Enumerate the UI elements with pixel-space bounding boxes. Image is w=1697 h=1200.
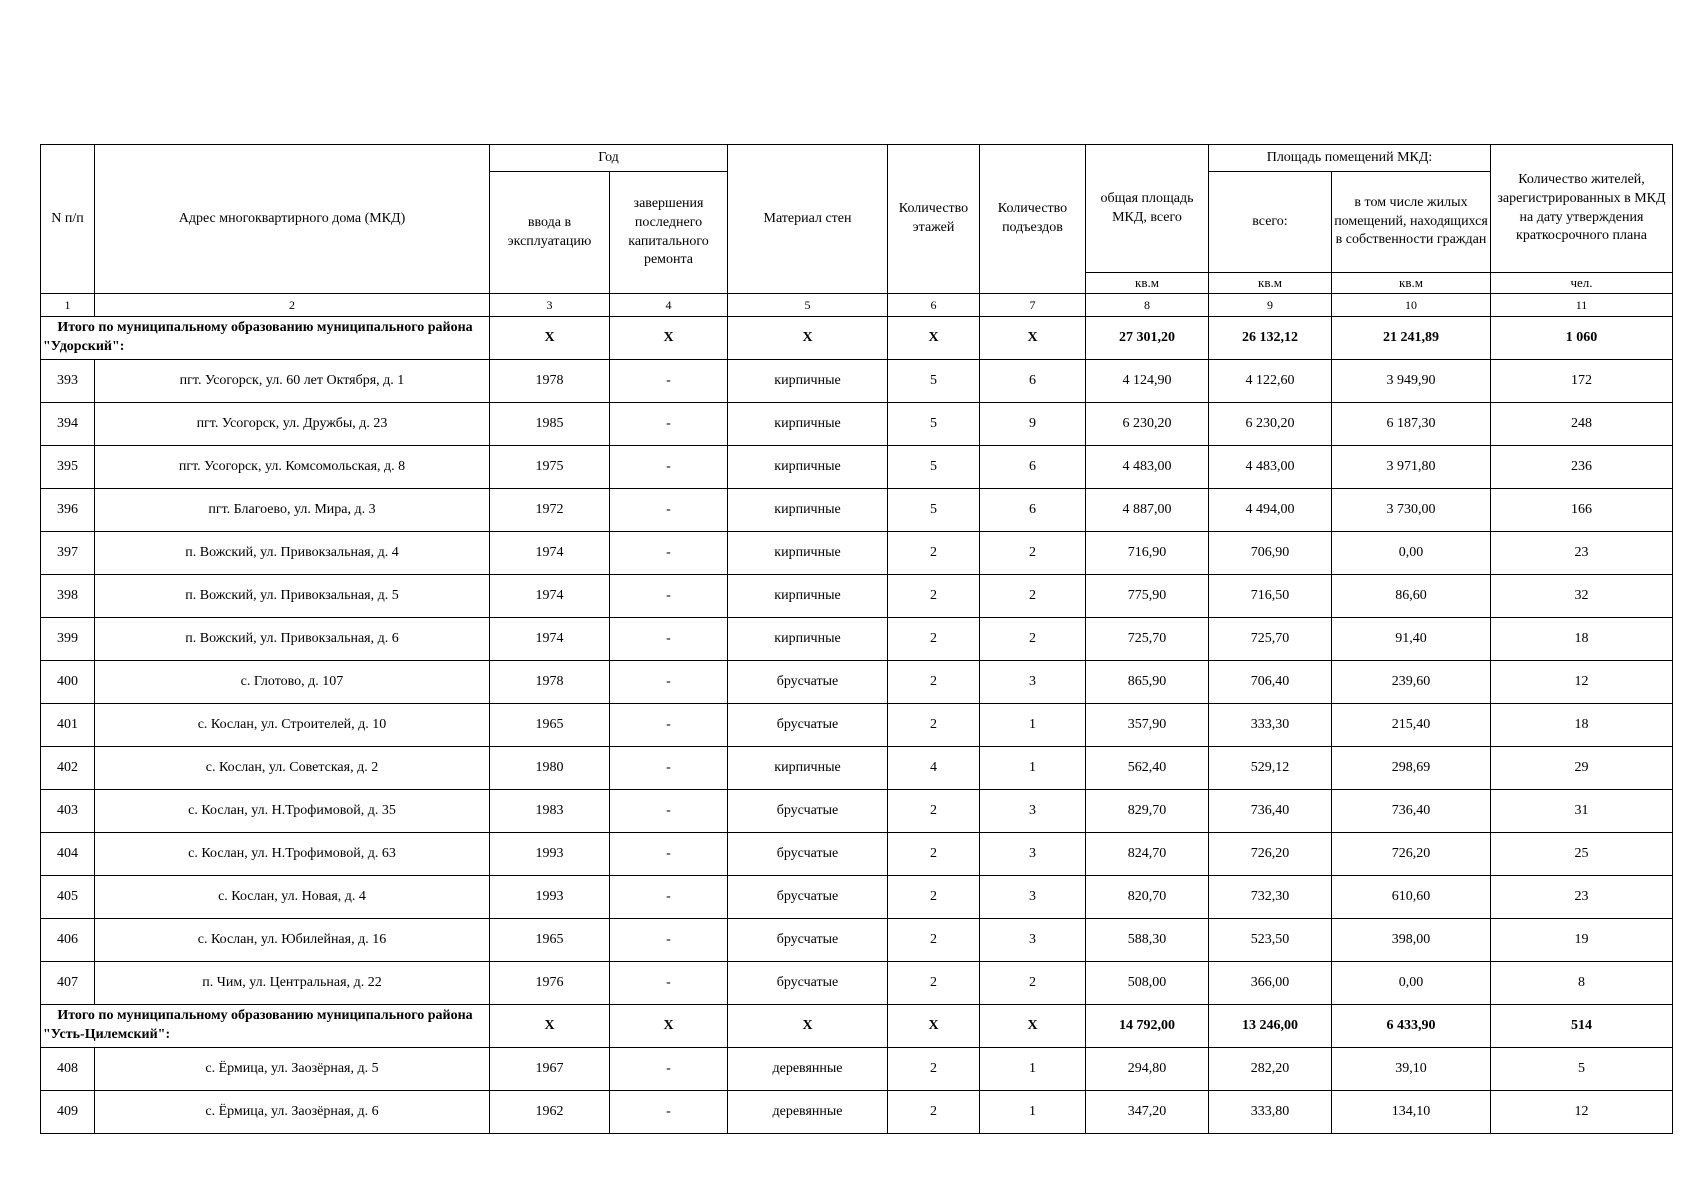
premises-total-cell: 6 230,20 xyxy=(1209,403,1332,446)
residents-cell: 23 xyxy=(1491,532,1673,575)
total-row xyxy=(41,317,1673,360)
year-repair-cell: - xyxy=(610,1048,728,1091)
year-commissioning-cell: 1967 xyxy=(490,1048,610,1091)
year-commissioning-cell: 1993 xyxy=(490,876,610,919)
residents-cell: 31 xyxy=(1491,790,1673,833)
wall-material-cell: брусчатые xyxy=(728,704,888,747)
wall-material-cell: деревянные xyxy=(728,1048,888,1091)
year-commissioning-cell: 1974 xyxy=(490,575,610,618)
premises-total-cell: 732,30 xyxy=(1209,876,1332,919)
year-commissioning-cell: 1972 xyxy=(490,489,610,532)
total-area-cell: 4 483,00 xyxy=(1086,446,1209,489)
premises-total-cell: 333,80 xyxy=(1209,1091,1332,1134)
row-number: 396 xyxy=(41,489,95,532)
floors-cell: 2 xyxy=(888,833,980,876)
column-number: 1 xyxy=(41,294,95,317)
year-repair-cell: - xyxy=(610,575,728,618)
year-repair-cell: - xyxy=(610,747,728,790)
residential-area-cell: 298,69 xyxy=(1332,747,1491,790)
header-premises-total: всего: xyxy=(1209,172,1332,273)
total-area-cell: 725,70 xyxy=(1086,618,1209,661)
residents-cell: 29 xyxy=(1491,747,1673,790)
premises-total-cell: 706,90 xyxy=(1209,532,1332,575)
entrances-cell: 2 xyxy=(980,575,1086,618)
row-number: 399 xyxy=(41,618,95,661)
wall-material-cell: X xyxy=(728,317,888,360)
row-number: 405 xyxy=(41,876,95,919)
year-repair-cell: X xyxy=(610,1005,728,1048)
header-address: Адрес многоквартирного дома (МКД) xyxy=(95,145,490,294)
row-number: 397 xyxy=(41,532,95,575)
floors-cell: 2 xyxy=(888,1091,980,1134)
total-label: Итого по муниципальному образованию муниципального района "Усть-Цилемский": xyxy=(41,1005,490,1048)
table-row xyxy=(41,618,1673,661)
year-commissioning-cell: X xyxy=(490,317,610,360)
wall-material-cell: деревянные xyxy=(728,1091,888,1134)
wall-material-cell: кирпичные xyxy=(728,360,888,403)
total-area-cell: 6 230,20 xyxy=(1086,403,1209,446)
row-number: 395 xyxy=(41,446,95,489)
entrances-cell: 3 xyxy=(980,876,1086,919)
floors-cell: 2 xyxy=(888,790,980,833)
header-year-last-repair: завершения последнего капитального ремонта xyxy=(610,172,728,294)
year-commissioning-cell: 1983 xyxy=(490,790,610,833)
entrances-cell: 2 xyxy=(980,962,1086,1005)
premises-total-cell: 716,50 xyxy=(1209,575,1332,618)
row-number: 402 xyxy=(41,747,95,790)
year-repair-cell: - xyxy=(610,618,728,661)
total-area-cell: 588,30 xyxy=(1086,919,1209,962)
column-number: 2 xyxy=(95,294,490,317)
entrances-cell: 3 xyxy=(980,661,1086,704)
table-row xyxy=(41,919,1673,962)
year-repair-cell: - xyxy=(610,919,728,962)
wall-material-cell: брусчатые xyxy=(728,962,888,1005)
year-repair-cell: - xyxy=(610,790,728,833)
row-number: 407 xyxy=(41,962,95,1005)
table-row xyxy=(41,876,1673,919)
table-row xyxy=(41,532,1673,575)
floors-cell: 2 xyxy=(888,919,980,962)
header-total-area: общая площадь МКД, всего xyxy=(1086,145,1209,273)
table-row xyxy=(41,1091,1673,1134)
row-number: 403 xyxy=(41,790,95,833)
entrances-cell: 1 xyxy=(980,1091,1086,1134)
floors-cell: 2 xyxy=(888,704,980,747)
unit-residents: чел. xyxy=(1491,273,1673,294)
column-number: 8 xyxy=(1086,294,1209,317)
wall-material-cell: брусчатые xyxy=(728,919,888,962)
address-cell: п. Чим, ул. Центральная, д. 22 xyxy=(95,962,490,1005)
entrances-cell: 3 xyxy=(980,833,1086,876)
table-row xyxy=(41,962,1673,1005)
year-repair-cell: - xyxy=(610,833,728,876)
premises-total-cell: 523,50 xyxy=(1209,919,1332,962)
entrances-cell: 2 xyxy=(980,532,1086,575)
residents-cell: 32 xyxy=(1491,575,1673,618)
row-number: 393 xyxy=(41,360,95,403)
wall-material-cell: кирпичные xyxy=(728,403,888,446)
premises-total-cell: 726,20 xyxy=(1209,833,1332,876)
address-cell: п. Вожский, ул. Привокзальная, д. 4 xyxy=(95,532,490,575)
entrances-cell: 1 xyxy=(980,747,1086,790)
column-number: 11 xyxy=(1491,294,1673,317)
entrances-cell: 2 xyxy=(980,618,1086,661)
year-commissioning-cell: 1993 xyxy=(490,833,610,876)
year-repair-cell: - xyxy=(610,1091,728,1134)
table-row xyxy=(41,403,1673,446)
residential-area-cell: 86,60 xyxy=(1332,575,1491,618)
premises-total-cell: 706,40 xyxy=(1209,661,1332,704)
residential-area-cell: 239,60 xyxy=(1332,661,1491,704)
column-number: 7 xyxy=(980,294,1086,317)
residential-area-cell: 0,00 xyxy=(1332,532,1491,575)
total-area-cell: 562,40 xyxy=(1086,747,1209,790)
residents-cell: 25 xyxy=(1491,833,1673,876)
premises-total-cell: 26 132,12 xyxy=(1209,317,1332,360)
total-area-cell: 4 124,90 xyxy=(1086,360,1209,403)
address-cell: с. Глотово, д. 107 xyxy=(95,661,490,704)
address-cell: с. Кослан, ул. Н.Трофимовой, д. 35 xyxy=(95,790,490,833)
premises-total-cell: 282,20 xyxy=(1209,1048,1332,1091)
row-number: 394 xyxy=(41,403,95,446)
residential-area-cell: 6 187,30 xyxy=(1332,403,1491,446)
residential-area-cell: 91,40 xyxy=(1332,618,1491,661)
address-cell: пгт. Усогорск, ул. 60 лет Октября, д. 1 xyxy=(95,360,490,403)
floors-cell: X xyxy=(888,1005,980,1048)
total-area-cell: 27 301,20 xyxy=(1086,317,1209,360)
total-area-cell: 14 792,00 xyxy=(1086,1005,1209,1048)
year-commissioning-cell: 1962 xyxy=(490,1091,610,1134)
address-cell: с. Ёрмица, ул. Заозёрная, д. 6 xyxy=(95,1091,490,1134)
year-repair-cell: X xyxy=(610,317,728,360)
column-number: 9 xyxy=(1209,294,1332,317)
year-commissioning-cell: 1978 xyxy=(490,661,610,704)
address-cell: п. Вожский, ул. Привокзальная, д. 5 xyxy=(95,575,490,618)
floors-cell: 5 xyxy=(888,489,980,532)
row-number: 409 xyxy=(41,1091,95,1134)
year-commissioning-cell: 1978 xyxy=(490,360,610,403)
floors-cell: 5 xyxy=(888,360,980,403)
row-number: 398 xyxy=(41,575,95,618)
residents-cell: 1 060 xyxy=(1491,317,1673,360)
address-cell: с. Кослан, ул. Советская, д. 2 xyxy=(95,747,490,790)
premises-total-cell: 529,12 xyxy=(1209,747,1332,790)
header-residents: Количество жителей, зарегистрированных в МКД на дату утверждения краткосрочного плана xyxy=(1491,145,1673,273)
floors-cell: 2 xyxy=(888,1048,980,1091)
wall-material-cell: брусчатые xyxy=(728,833,888,876)
row-number: 406 xyxy=(41,919,95,962)
wall-material-cell: кирпичные xyxy=(728,532,888,575)
row-number: 401 xyxy=(41,704,95,747)
year-commissioning-cell: 1965 xyxy=(490,704,610,747)
residents-cell: 12 xyxy=(1491,661,1673,704)
year-repair-cell: - xyxy=(610,661,728,704)
table-row xyxy=(41,704,1673,747)
year-commissioning-cell: 1965 xyxy=(490,919,610,962)
address-cell: пгт. Благоево, ул. Мира, д. 3 xyxy=(95,489,490,532)
year-repair-cell: - xyxy=(610,489,728,532)
column-number: 4 xyxy=(610,294,728,317)
entrances-cell: X xyxy=(980,317,1086,360)
address-cell: с. Кослан, ул. Новая, д. 4 xyxy=(95,876,490,919)
residential-area-cell: 3 971,80 xyxy=(1332,446,1491,489)
premises-total-cell: 4 122,60 xyxy=(1209,360,1332,403)
residential-area-cell: 215,40 xyxy=(1332,704,1491,747)
header-year-group: Год xyxy=(490,145,728,172)
floors-cell: 4 xyxy=(888,747,980,790)
wall-material-cell: кирпичные xyxy=(728,575,888,618)
header-year-commissioning: ввода в эксплуатацию xyxy=(490,172,610,294)
premises-total-cell: 13 246,00 xyxy=(1209,1005,1332,1048)
address-cell: с. Кослан, ул. Н.Трофимовой, д. 63 xyxy=(95,833,490,876)
unit-total-area: кв.м xyxy=(1086,273,1209,294)
total-area-cell: 824,70 xyxy=(1086,833,1209,876)
premises-total-cell: 4 494,00 xyxy=(1209,489,1332,532)
table-row xyxy=(41,360,1673,403)
year-repair-cell: - xyxy=(610,876,728,919)
housing-registry-table xyxy=(40,144,1673,1134)
header-floors: Количество этажей xyxy=(888,145,980,294)
unit-premises-residential: кв.м xyxy=(1332,273,1491,294)
residential-area-cell: 0,00 xyxy=(1332,962,1491,1005)
entrances-cell: X xyxy=(980,1005,1086,1048)
premises-total-cell: 333,30 xyxy=(1209,704,1332,747)
year-commissioning-cell: 1974 xyxy=(490,532,610,575)
residential-area-cell: 6 433,90 xyxy=(1332,1005,1491,1048)
floors-cell: 2 xyxy=(888,618,980,661)
residents-cell: 19 xyxy=(1491,919,1673,962)
residential-area-cell: 21 241,89 xyxy=(1332,317,1491,360)
residential-area-cell: 398,00 xyxy=(1332,919,1491,962)
table-row xyxy=(41,489,1673,532)
address-cell: с. Ёрмица, ул. Заозёрная, д. 5 xyxy=(95,1048,490,1091)
residents-cell: 5 xyxy=(1491,1048,1673,1091)
year-commissioning-cell: 1974 xyxy=(490,618,610,661)
year-commissioning-cell: 1980 xyxy=(490,747,610,790)
floors-cell: 5 xyxy=(888,446,980,489)
wall-material-cell: брусчатые xyxy=(728,790,888,833)
residential-area-cell: 39,10 xyxy=(1332,1048,1491,1091)
total-area-cell: 829,70 xyxy=(1086,790,1209,833)
total-row xyxy=(41,1005,1673,1048)
header-num: N п/п xyxy=(41,145,95,294)
address-cell: пгт. Усогорск, ул. Дружбы, д. 23 xyxy=(95,403,490,446)
year-repair-cell: - xyxy=(610,403,728,446)
floors-cell: 2 xyxy=(888,661,980,704)
column-number-row xyxy=(41,294,1673,317)
floors-cell: 2 xyxy=(888,575,980,618)
residential-area-cell: 3 949,90 xyxy=(1332,360,1491,403)
year-repair-cell: - xyxy=(610,532,728,575)
column-number: 6 xyxy=(888,294,980,317)
residential-area-cell: 3 730,00 xyxy=(1332,489,1491,532)
premises-total-cell: 366,00 xyxy=(1209,962,1332,1005)
wall-material-cell: кирпичные xyxy=(728,747,888,790)
header-premises-group: Площадь помещений МКД: xyxy=(1209,145,1491,172)
table-row xyxy=(41,446,1673,489)
year-repair-cell: - xyxy=(610,446,728,489)
table-row xyxy=(41,833,1673,876)
year-commissioning-cell: 1975 xyxy=(490,446,610,489)
floors-cell: 2 xyxy=(888,962,980,1005)
floors-cell: 5 xyxy=(888,403,980,446)
wall-material-cell: кирпичные xyxy=(728,489,888,532)
row-number: 404 xyxy=(41,833,95,876)
year-repair-cell: - xyxy=(610,360,728,403)
residents-cell: 166 xyxy=(1491,489,1673,532)
total-label: Итого по муниципальному образованию муниципального района "Удорский": xyxy=(41,317,490,360)
residents-cell: 514 xyxy=(1491,1005,1673,1048)
entrances-cell: 3 xyxy=(980,790,1086,833)
premises-total-cell: 736,40 xyxy=(1209,790,1332,833)
year-repair-cell: - xyxy=(610,704,728,747)
premises-total-cell: 725,70 xyxy=(1209,618,1332,661)
table-row xyxy=(41,1048,1673,1091)
header-premises-residential: в том числе жилых помещений, находящихся в собственности граждан xyxy=(1332,172,1491,273)
residents-cell: 172 xyxy=(1491,360,1673,403)
residential-area-cell: 134,10 xyxy=(1332,1091,1491,1134)
floors-cell: 2 xyxy=(888,876,980,919)
wall-material-cell: кирпичные xyxy=(728,618,888,661)
year-commissioning-cell: 1976 xyxy=(490,962,610,1005)
total-area-cell: 775,90 xyxy=(1086,575,1209,618)
residents-cell: 8 xyxy=(1491,962,1673,1005)
total-area-cell: 347,20 xyxy=(1086,1091,1209,1134)
entrances-cell: 1 xyxy=(980,1048,1086,1091)
address-cell: п. Вожский, ул. Привокзальная, д. 6 xyxy=(95,618,490,661)
table-body xyxy=(41,317,1673,1134)
header-entrances: Количество подъездов xyxy=(980,145,1086,294)
residential-area-cell: 610,60 xyxy=(1332,876,1491,919)
table-row xyxy=(41,661,1673,704)
row-number: 400 xyxy=(41,661,95,704)
total-area-cell: 294,80 xyxy=(1086,1048,1209,1091)
residents-cell: 23 xyxy=(1491,876,1673,919)
total-area-cell: 820,70 xyxy=(1086,876,1209,919)
residential-area-cell: 726,20 xyxy=(1332,833,1491,876)
total-area-cell: 865,90 xyxy=(1086,661,1209,704)
residents-cell: 12 xyxy=(1491,1091,1673,1134)
header-wall-material: Материал стен xyxy=(728,145,888,294)
table-row xyxy=(41,575,1673,618)
entrances-cell: 9 xyxy=(980,403,1086,446)
entrances-cell: 6 xyxy=(980,360,1086,403)
entrances-cell: 6 xyxy=(980,489,1086,532)
floors-cell: 2 xyxy=(888,532,980,575)
column-number: 10 xyxy=(1332,294,1491,317)
column-number: 3 xyxy=(490,294,610,317)
total-area-cell: 508,00 xyxy=(1086,962,1209,1005)
table-row xyxy=(41,790,1673,833)
wall-material-cell: X xyxy=(728,1005,888,1048)
premises-total-cell: 4 483,00 xyxy=(1209,446,1332,489)
wall-material-cell: кирпичные xyxy=(728,446,888,489)
unit-premises-total: кв.м xyxy=(1209,273,1332,294)
wall-material-cell: брусчатые xyxy=(728,661,888,704)
year-commissioning-cell: X xyxy=(490,1005,610,1048)
residents-cell: 18 xyxy=(1491,618,1673,661)
total-area-cell: 4 887,00 xyxy=(1086,489,1209,532)
entrances-cell: 1 xyxy=(980,704,1086,747)
entrances-cell: 3 xyxy=(980,919,1086,962)
floors-cell: X xyxy=(888,317,980,360)
residential-area-cell: 736,40 xyxy=(1332,790,1491,833)
address-cell: с. Кослан, ул. Юбилейная, д. 16 xyxy=(95,919,490,962)
address-cell: пгт. Усогорск, ул. Комсомольская, д. 8 xyxy=(95,446,490,489)
entrances-cell: 6 xyxy=(980,446,1086,489)
total-area-cell: 716,90 xyxy=(1086,532,1209,575)
table-header xyxy=(41,145,1673,317)
residents-cell: 18 xyxy=(1491,704,1673,747)
year-repair-cell: - xyxy=(610,962,728,1005)
year-commissioning-cell: 1985 xyxy=(490,403,610,446)
column-number: 5 xyxy=(728,294,888,317)
row-number: 408 xyxy=(41,1048,95,1091)
residents-cell: 248 xyxy=(1491,403,1673,446)
total-area-cell: 357,90 xyxy=(1086,704,1209,747)
residents-cell: 236 xyxy=(1491,446,1673,489)
wall-material-cell: брусчатые xyxy=(728,876,888,919)
address-cell: с. Кослан, ул. Строителей, д. 10 xyxy=(95,704,490,747)
table-row xyxy=(41,747,1673,790)
